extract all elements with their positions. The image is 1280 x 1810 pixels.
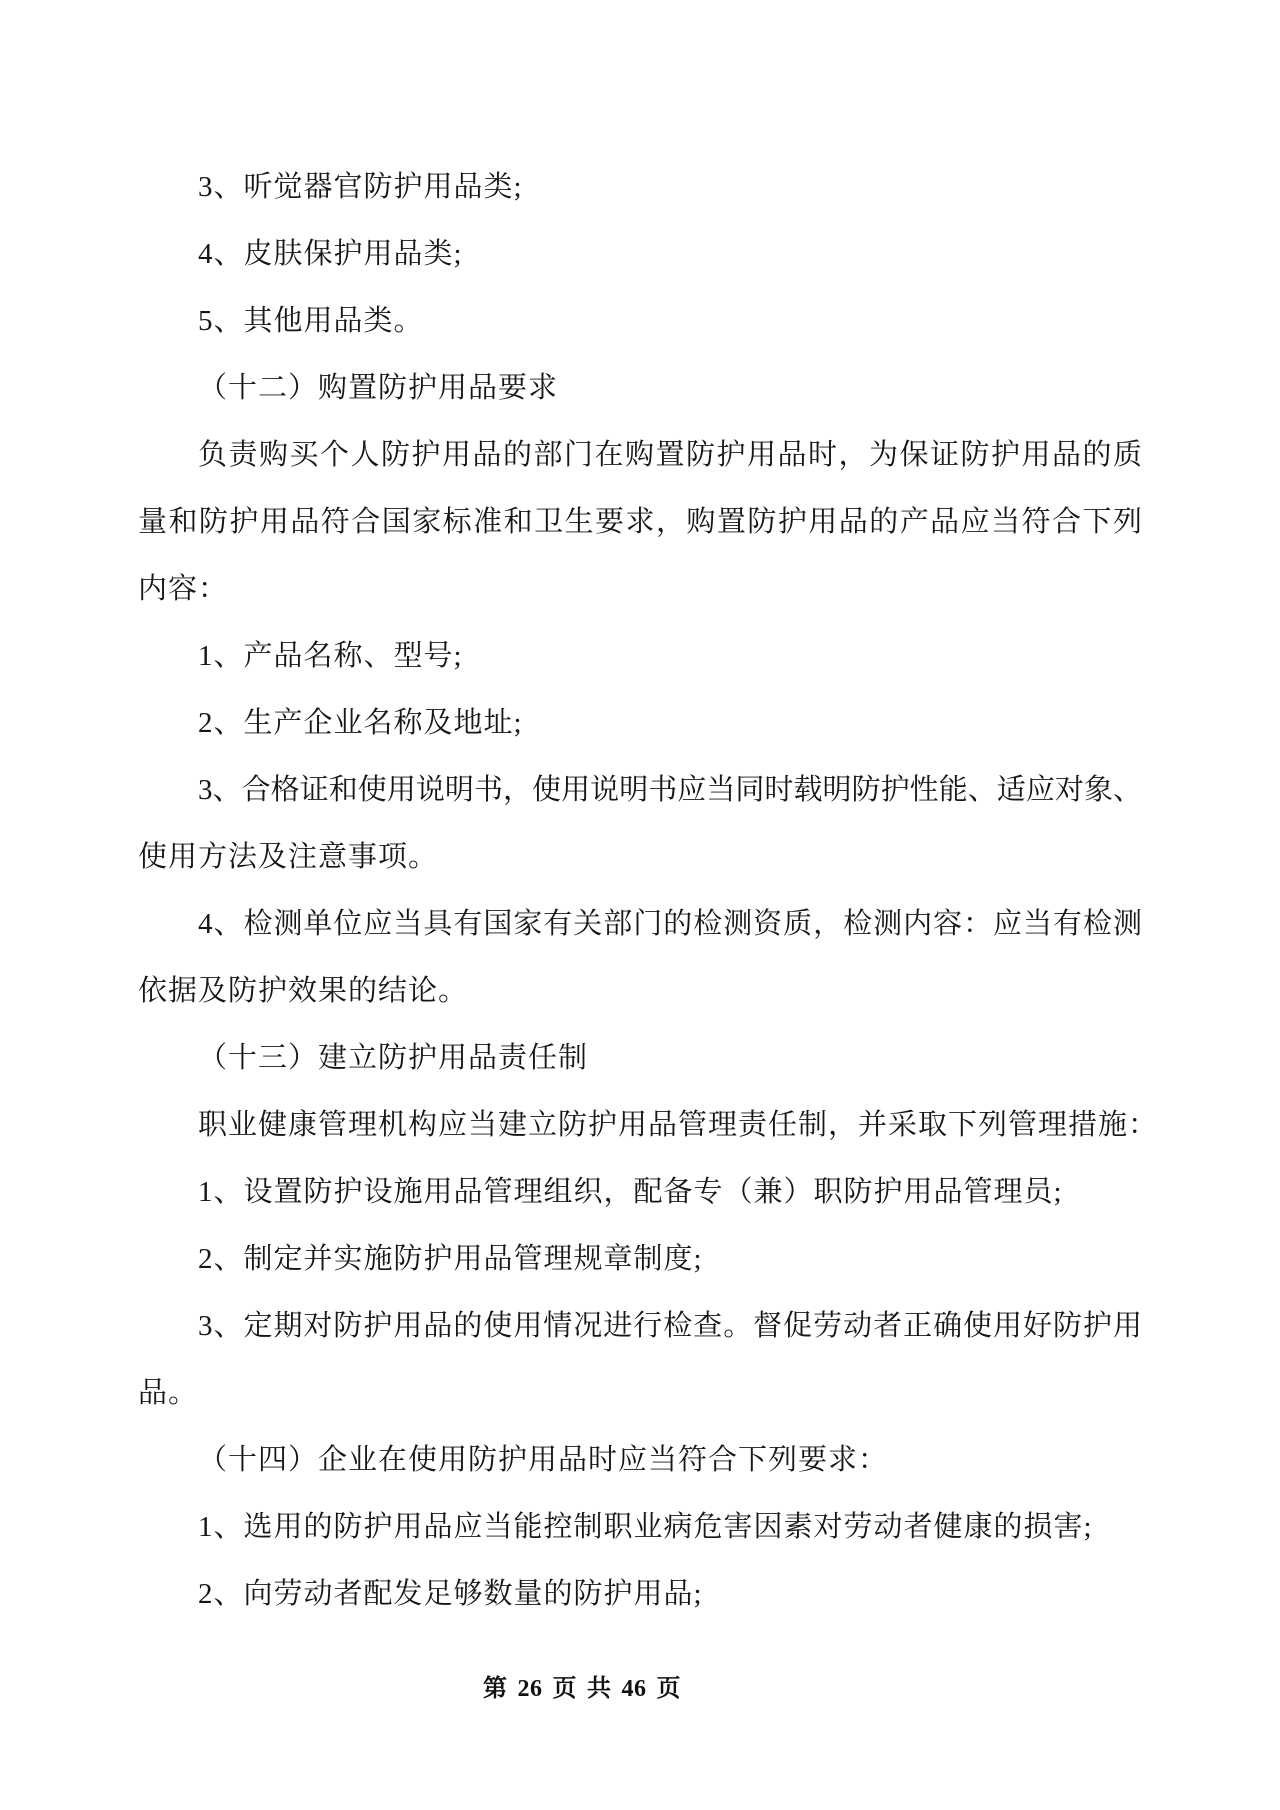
paragraph-line: 内容： (138, 573, 229, 605)
numbered-item-4-skin: 4、皮肤保护用品类; (198, 238, 463, 270)
total-page-number: 46 (621, 1676, 647, 1702)
paragraph-line: 负责购买个人防护用品的部门在购置防护用品时，为保证防护用品的质 (198, 439, 1142, 471)
paragraph-line: 使用方法及注意事项。 (138, 841, 439, 873)
numbered-item-1-product-name: 1、产品名称、型号; (198, 640, 463, 672)
numbered-item-3-certificate: 3、合格证和使用说明书，使用说明书应当同时载明防护性能、适应对象、 (198, 774, 1142, 806)
numbered-item-2-quantity: 2、向劳动者配发足够数量的防护用品; (198, 1578, 703, 1610)
numbered-item-3-inspection: 3、定期对防护用品的使用情况进行检查。督促劳动者正确使用好防护用 (198, 1310, 1142, 1342)
paragraph-line: 量和防护用品符合国家标准和卫生要求，购置防护用品的产品应当符合下列 (138, 506, 1142, 538)
numbered-item-3-hearing: 3、听觉器官防护用品类; (198, 171, 523, 203)
footer-prefix: 第 (483, 1676, 508, 1702)
paragraph-line: 依据及防护效果的结论。 (138, 975, 469, 1007)
numbered-item-1-organization: 1、设置防护设施用品管理组织，配备专（兼）职防护用品管理员; (198, 1176, 1063, 1208)
page-number-footer (483, 1674, 681, 1704)
numbered-item-5-other: 5、其他用品类。 (198, 305, 424, 337)
section-heading-13: （十三）建立防护用品责任制 (198, 1042, 589, 1074)
footer-conjunction: 共 (587, 1676, 612, 1702)
numbered-item-4-testing: 4、检测单位应当具有国家有关部门的检测资质，检测内容：应当有检测 (198, 908, 1142, 940)
document-body (138, 154, 1159, 1628)
numbered-item-2-manufacturer: 2、生产企业名称及地址; (198, 707, 523, 739)
current-page-number: 26 (517, 1676, 543, 1702)
numbered-item-2-regulations: 2、制定并实施防护用品管理规章制度; (198, 1243, 703, 1275)
section-heading-14: （十四）企业在使用防护用品时应当符合下列要求： (198, 1444, 889, 1476)
footer-page-word: 页 (552, 1676, 577, 1702)
section-heading-12: （十二）购置防护用品要求 (198, 372, 559, 404)
paragraph-line: 职业健康管理机构应当建立防护用品管理责任制，并采取下列管理措施： (198, 1109, 1159, 1141)
footer-page-word-end: 页 (656, 1676, 681, 1702)
numbered-item-1-selection: 1、选用的防护用品应当能控制职业病危害因素对劳动者健康的损害; (198, 1511, 1093, 1543)
paragraph-line: 品。 (138, 1377, 199, 1409)
